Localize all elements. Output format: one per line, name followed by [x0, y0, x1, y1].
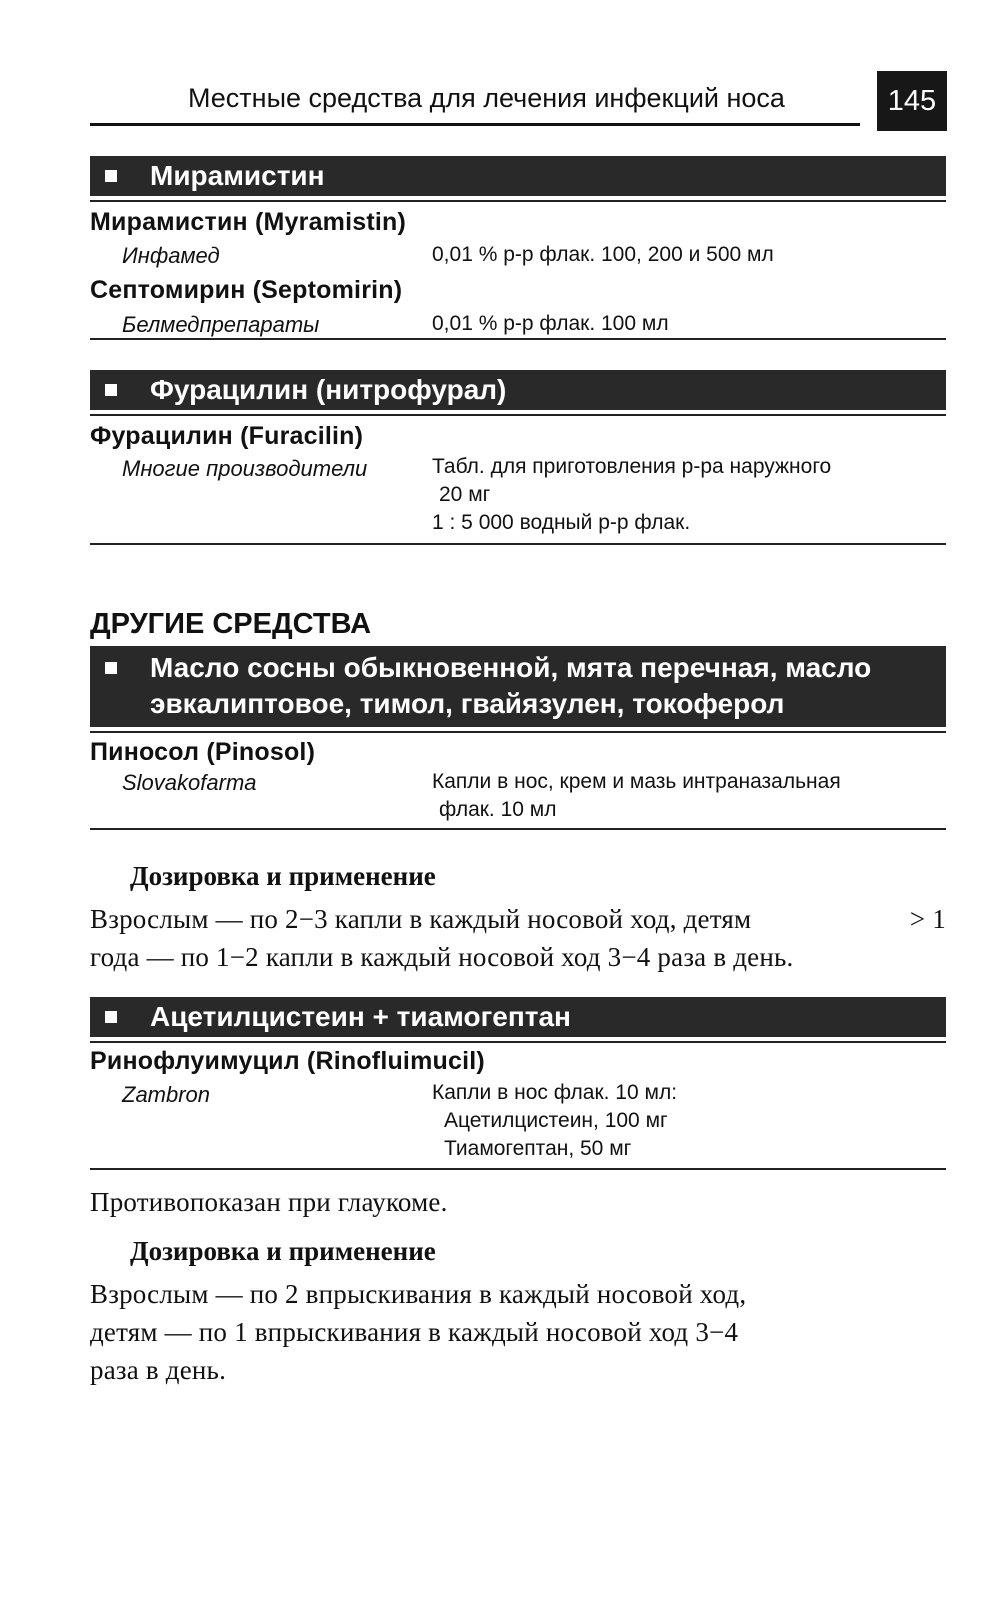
section-myramistin — [90, 156, 946, 341]
square-bullet-icon — [105, 384, 117, 396]
dosage-form-line: Капли в нос, крем и мазь интраназальная — [432, 770, 841, 793]
drug-name-myramistin: Мирамистин (Myramistin) — [90, 208, 407, 236]
dosage-text-line: Взрослым — по 2 впрыскивания в каждый носовой ход, — [90, 1279, 747, 1309]
dosage-text-line — [90, 900, 946, 938]
section-title-myramistin: Мирамистин — [150, 160, 325, 191]
dosage-heading-rinofluimucil: Дозировка и применение — [130, 1236, 436, 1266]
dosage-text-fragment: > 1 — [909, 904, 946, 934]
section-divider — [90, 543, 946, 545]
dosage-form-pinosol — [432, 768, 841, 824]
section-title-pinosol — [150, 650, 871, 722]
dosage-form-line: 1 : 5 000 водный р-р флак. — [432, 511, 691, 534]
running-header-title: Местные средства для лечения инфекций носа — [188, 83, 785, 113]
dosage-form-line: Ацетилцистеин, 100 мг — [444, 1109, 668, 1132]
dosage-heading-pinosol: Дозировка и применение — [130, 861, 436, 891]
section-acetylcysteine — [90, 997, 946, 1182]
square-bullet-icon — [105, 662, 117, 674]
dosage-form-line: Капли в нос флак. 10 мл: — [432, 1081, 678, 1104]
section-title-line: эвкалиптовое, тимол, гвайязулен, токоферол — [150, 688, 785, 719]
dosage-form-myramistin: 0,01 % р-р флак. 100, 200 и 500 мл — [432, 243, 774, 266]
dosage-text-line: года — по 1−2 капли в каждый носовой ход 3−4 раза в день. — [90, 942, 794, 972]
section-divider — [90, 338, 946, 340]
dosage-form-rinofluimucil — [432, 1079, 677, 1163]
section-title-acetylcysteine: Ацетилцистеин + тиамогептан — [150, 1001, 571, 1032]
drug-name-septomirin: Септомирин (Septomirin) — [90, 276, 403, 304]
dosage-text-line: детям — по 1 впрыскивания в каждый носовой ход 3−4 — [90, 1317, 739, 1347]
section-divider — [90, 1168, 946, 1170]
dosage-form-furacilin — [432, 453, 831, 537]
square-bullet-icon — [105, 1011, 117, 1023]
dosage-form-septomirin: 0,01 % р-р флак. 100 мл — [432, 312, 669, 335]
drug-name-pinosol: Пиносол (Pinosol) — [90, 738, 316, 766]
section-furacilin — [90, 370, 946, 555]
manufacturer-infamed: Инфамед — [122, 243, 220, 268]
dosage-form-line: Табл. для приготовления р-ра наружного — [432, 455, 832, 478]
dosage-form-line: 20 мг — [439, 483, 491, 506]
running-header — [90, 72, 860, 126]
section-bar-myramistin — [90, 156, 946, 196]
dosage-text-fragment: Взрослым — по 2−3 капли в каждый носовой ход, детям — [90, 904, 752, 934]
drug-name-furacilin: Фурацилин (Furacilin) — [90, 422, 364, 450]
manufacturer-slovakofarma: Slovakofarma — [122, 770, 257, 795]
drug-name-rinofluimucil: Ринофлуимуцил (Rinofluimucil) — [90, 1047, 485, 1075]
section-title-furacilin: Фурацилин (нитрофурал) — [150, 374, 507, 405]
section-pinosol — [90, 646, 946, 836]
square-bullet-icon — [105, 170, 117, 182]
section-title-line: Масло сосны обыкновенной, мята перечная, масло — [150, 652, 872, 683]
dosage-text-line: раза в день. — [90, 1355, 227, 1385]
dosage-form-line: флак. 10 мл — [439, 798, 557, 821]
section-bar-pinosol — [90, 646, 946, 727]
section-bar-acetylcysteine — [90, 997, 946, 1037]
dosage-text-rinofluimucil — [90, 1275, 946, 1389]
dosage-text-pinosol — [90, 900, 946, 976]
page-number: 145 — [877, 71, 947, 131]
manufacturer-many: Многие производители — [122, 456, 368, 481]
dosage-form-line: Тиамогептан, 50 мг — [444, 1137, 632, 1160]
manufacturer-belmedpreparaty: Белмедпрепараты — [122, 312, 320, 337]
section-bar-furacilin — [90, 370, 946, 410]
section-divider — [90, 828, 946, 830]
other-remedies-heading: ДРУГИЕ СРЕДСТВА — [90, 608, 372, 640]
manufacturer-zambron: Zambron — [122, 1082, 211, 1107]
contraindication-text: Противопоказан при глаукоме. — [90, 1187, 448, 1217]
